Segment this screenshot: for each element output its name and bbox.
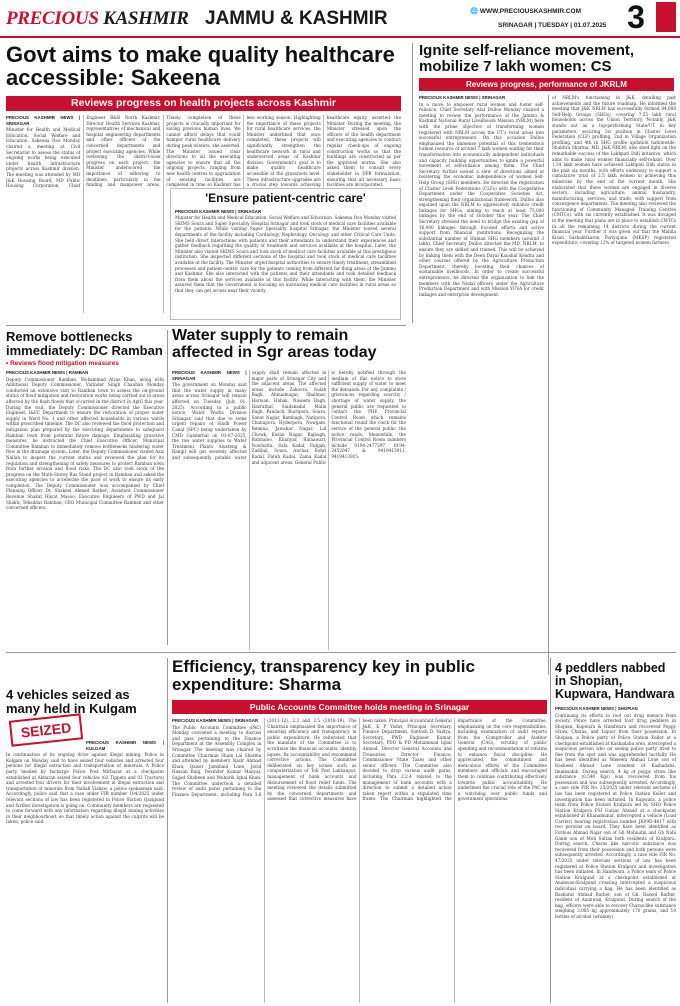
ramban-body [6,370,164,642]
divider [550,658,551,1003]
ramban-text: Deputy Commissioner Ramban, Mohammad Alyas Khan, along with Additional Deputy Commissioner, Varinder Singh Chauhan Monday conducted an extensive visit to Ramban town to assess the on-ground status of flood mitigation and restoration works being carried out in areas affected by the flash floods that occurred in the district in April this year. During the visit, the Deputy Commissioner directed the Executive Engineer, I&FC Department to ensure the restoration of proper water supply in Ward No. 1 and other affected households in various wards within prescribed timeline. The DC also reviewed the flood protection and mitigation plan prepared by the executing departments to safeguard Ramban town from potential future damage. Emphasizing proactive measures, he instructed the Chief Executive Officer, Municipal Committee Ramban to immediately remove bottlenecks hindering water flow in the drainage system. Later, the Deputy Commissioner visited Aziz Nallah to inspect the current status and reviewed the plan for its regulation and strengthening of safety measures to protect Ramban town from further erosion and flood risks. The DC also took stock of the progress on the Multi-Storey Bus Stand project in Ramban and asked the executing agencies to accelerate the pace of work to ensure its early completion. The Deputy Commissioner was accompanied by Chief Planning Officer Dr. Shakeel Ahmed Rather; Assistant Commissioner Revenue Shakat Hayat Masoo; Executive Engineers of PWD and Jal Shakti; Tehsildar Ramban; CEO Municipal Committee Ramban and other concerned officers. [6,376,164,511]
sidebar-headline: 'Ensure patient-centric care' [205,191,366,205]
ramban-byline: PRECIOUS KASHMIR NEWS | RAMBAN [6,370,89,375]
right-text-2: of NRLM's functioning in J&K, detailing past achievements and the future roadmap. He informed the meeting that J&K NRLM has successfully formed 94,000 Self-Help Groups (SHGs), covering 7.55 lakh rural households across the Union Territory. Notably, J&K stands out as a top-performing State/UT in key parameters, securing 1st position in Cluster Level Federation (CLF) profiling, 2nd in Village Organization profiling, and 4th in SHG profile updation nationwide. Shubhra Sharma, MD, J&K NRLM, also shed light on the remarkable success of the Lakhpati Didi initiative, which aims to make rural women financially self-reliant. Over 1.54 lakh women have achieved Lakhpati Didi status in the past six months, with efforts underway to support a cumulative total of 2.5 lakh women in achieving this milestone by the end of the current month. She elaborated that these women are engaged in diverse sectors, including agriculture, animal husbandry, manufacturing, services, and trade, with support from convergence departments. The meeting also reviewed the functioning of Community Managed Training Centres (CMTCs), with six currently established. It was divulged in the meeting that plans are in place to establish CMTCs in all the remaining 14 districts during the current financial year. Further it was given out that the Mahila Kisan Sashaktikaran Pariyojana (MKSP) registered expenditure, covering 12% of targeted women farmers. [552,95,676,246]
right-headline: Ignite self-reliance movement, mobilize 7 lakh women: CS [419,42,635,75]
ramban-strap-text: Reviews flood mitigation measures [10,360,119,367]
pac-strap: Public Accounts Committee holds meeting in Srinagar [172,700,547,714]
ramban-headline: Remove bottlenecks immediately: DC Ramban [6,329,163,358]
kulgam-headline: 4 vehicles seized as many held in Kulgam [6,687,137,716]
divider [548,95,549,675]
page-tab [656,2,676,32]
sidebar-box [170,188,401,320]
lead-headline: Govt aims to make quality healthcare accessible: Sakeena [6,42,395,91]
divider [6,325,406,326]
sidebar-body [171,207,400,303]
bullet-icon: • [6,360,9,367]
right-byline: PRECIOUS KASHMIR NEWS | SRINAGAR [419,95,506,100]
seized-stamp-text: SEIZED [20,719,72,741]
right-text: In a move to empower rural women and foster self-reliance, Chief Secretary Atal Dulloo Monday chaired a meeting to review the performance of the Jammu & Kashmir National Rural Livelihoods Mission (NRLM) here with the prime objective of transforming women registered with NRLM across the UT's rural areas into successful entrepreneurs. On this occasion Dulloo emphasized the immense potential of this tremendous human resource of around 7 lakh women waiting for their transformation into economically independent individuals and capacity building opportunities to ignite a powerful movement of self-reliance among them. The Chief Secretary further issued a slew of directions aimed at bolstering the economic independence of women Self-Help Group (SHG) members. He directed the registration of Cluster Level Federations (CLFs) with the Cooperative Department under the Cooperative Societies Act, strengthening their organizational framework. Dulloo also enjoined upon the NRLM to aggressively enhance credit linkages for SHGs, aiming to reach at least 75,000 linkages by the end of October this year. The Chief Secretary stressed the need to bridge the existing gap of 16,000 linkages through focused efforts and active support from financial institutions. Recognizing the substantial number of Human SHG members (around 3 lakh), Chief Secretary Dulloo directed the MD, NRLM, to ensure they are skilled and trained. This will be achieved by linking them with the Deen Dayal Kaushal Kendra and other courses offered by the Agriculture Production Department, thereby boosting their chances of sustainable livelihoods. In order to create successful entrepreneurs, he directed the organization to link the members with the Nodal officers under the Agriculture Production Department and with Mission YUVA for credit linkages and enterprise development. [419,101,544,297]
kulgam-text: In continuation of its ongoing drive against illegal mining, Police in Kulgam on Monday said to have seized four vehicles and arrested four persons for illegal extraction and transportation of minerals. A Police party headed by Incharge Police Post Mirbazar at a checkpoint established at Akbaran seized four vehicles (02 Tippers and 02 Tractors) and arrested four drivers for their involvement in illegal extraction and transportation of minerals from Nallah Vishaw, a police spokesman said. Accordingly, police said that a case under FIR number 104/2025 under relevant sections of law has been registered in Police Station Qazigund and further investigation is going on. Community members are requested to come forward with any information regarding illegal mining activities in their neighbourhood, so that timely action against the culprits will be taken, police said. [6,752,164,825]
ramban-strap [6,360,164,367]
divider [167,658,168,1003]
logo-kashmir: KASHMIR [103,8,189,29]
pac-text: The Public Accounts Committee (PAC) Monday convened a meeting to discuss and pass pertaining to the Finance Department at the Assembly Complex in Srinagar. The meeting was chaired by Committee Chairman Sham Lal Sharma and attended by members Nazir Ahmad Khan, Qaiser Jamshaid Lone, Javid Hassan Baig, Devinder Kumar Manyal, Sajjad Shaheen and Mubarik Iqbal Khan. The Committee undertook a detailed review of audit paras pertaining to the Finance Department, including Para 3.6 (2011-12), 2.2 and 2.5 (2018-19). The Chairman emphasized the importance of ensuring efficiency and transparency in public expenditure. He reiterated that the mandate of the Committee is to scrutinize the financial accounts, identify lapses, fix accountability and recommend corrective actions. The Committee deliberated on key issues such as computerization of Toll Post Lakhanpur, management of bank accounts and disbursement of flood relief funds. The meeting reviewed the details submitted by the concerned departments and assessed that corrective measures have been taken. Principal Accountant General J&K, K P Yadav, Principal Secretary, Finance Department, Santosh D. Vaidya, Secretary, PWD Engineer Kumar, Secretary, PDD & PD Mohammad Iqbal Ahmad, Director General Accounts and Treasuries, Director Finance, Commissioner State Taxes and other senior officers. The Committee also decided to drop various audit paras, including Para 2.2.4 related to the management of bank accounts with a direction to submit a detailed action taken report within a stipulated time frame. The Chairman highlighted the importance of the Committee, emphasizing on the core responsibilities, including examination of audit reports from the Comptroller and Auditor General (CAG), scrutiny of public spending and recommendation of reforms to enhance fiscal discipline. He appreciated the commitment and meticulous efforts of the Committee members and officials and encouraged them to continue contributing effectively towards public accountability. He underlined the crucial role of the PAC as a watchdog over public funds and government operations. [172,718,547,802]
logo [6,8,189,30]
page-number: 3 [627,0,645,35]
sidebar-text: Minister for Health and Medical Education, Social Welfare and Education, Sakeena Itoo Monday visited SKIMS Soura and Super Speciality Hospital Srinagar and took stock of medical care facilities available for the patients. While visiting Super Speciality hospital Srinagar, the Minister toured several departments of the facility including Cardiology, Nephrology, Oncology and other Critical Care Units. She held direct interactions with patients and their attendants to understand their experiences and gather feedback regarding the quality of treatment and services available at the hospital. Later, the Minister also visited SKIMS Soura and took stock of medical care facilities available at this prestigious institution. She inspected different sections of the hospital and took stock of medical care facilities available at the facility. The Minister urged hospital authorities to ensure timely treatment, streamlined processes and patient-centric care for the patients coming from different far flung areas of the Jammu and Kashmir. She also interacted with the patients and their attendants and took detailed feedback from them about the services available at this facility. While interacting with them, the Minister assured them that the Government is focusing on increasing medical care facilities in rural areas so that they can get access near their vicinity. [175,215,396,293]
website-url: WWW.PRECIOUSKASHMIR.COM [479,8,582,15]
kulgam-byline: PRECIOUS KASHMIR NEWS | KULGAM [86,740,164,751]
right-body-2 [552,95,676,675]
lead-byline: PRECIOUS KASHMIR NEWS | SRINAGAR [6,115,81,126]
dateline: SRINAGAR | TUESDAY | 01.07.2025 [498,22,607,29]
water-byline: PRECIOUS KASHMIR NEWS | SRINAGAR [172,370,247,381]
right-strap: Reviews progress, performance of JKRLM [419,78,674,91]
globe-icon: 🌐 [470,8,479,15]
divider [6,652,676,653]
water-headline: Water supply to remain affected in Sgr areas today [172,327,377,361]
divider [412,43,413,323]
pac-byline: PRECIOUS KASHMIR NEWS | SRINAGAR [172,718,259,723]
water-body [172,370,406,650]
peddlers-text: Continuing its efforts to root out drug menace from society, Police have arrested four drug peddlers in Shopian, Kupwara & Handwara and recovered Poppy Straw, Charas, and Liquor from their possession. In Shopian, a Police party of Police Station Keller at a checkpoint established at Kashadaba area, intercepted a suspicious person who on seeing police party tried to flee from the spot and was apprehended tactfully. He has been identified as Waseem Ahmad Lone son of Rasheed Ahmad Lone resident of Kashadaba, Imamsahib. During search, 4 kg of poppy straw like substance (0.540 Kgs) was recovered from his possession and was subsequently arrested. Accordingly, a case vide FIR No. 25/2025 under relevant sections of law has been registered at Police Station Keller and investigation has been initiated. In Kupwara, a police team from Police Station Kralpora led by SHO Police Station Kralpora PSI Gulzar Ahmad at a checkpoint established at Khanamunar, intercepted a vehicle (Load Carrier) bearing registration number JK09D-4617 with two persons on board. They have been identified as Firdous Ahmad Najar son of Gh Mohiudin and Gh Nabi Ganie son of Moh Sultan both residents of Kralpora. During search, Charas like narcotic substance was recovered from their possession and both persons were subsequently arrested. Accordingly, a case vide FIR No. 47/2025 under relevant sections of law has been registered at Police Station Kralpora and investigation has been initiated. In Handwara, a Police team of Police Station Kralgund at a checkpoint established at Ananwan-Kralgund crossing intercepted a suspicious individual carrying a bag. He has been identified as Basharat Ahmad Rather, son of Gh. Rasool Rather, resident of Ananwan, Kralgund. During search of the bag, officers were able to recover Charas-like substance weighing 3.085 kg approximately 170 grams, and 10 bottles of alcohol (whiskey). [555,712,676,919]
logo-precious: PRECIOUS [6,8,99,29]
divider [167,330,168,645]
peddlers-body [555,706,676,1003]
water-text: The government on Monday said that the water supply in many areas across Srinagar will remain affected on Tuesday (July 01, 2025). According to a public notice, Water Works Division Srinagar, said that due to some urgent repairs of Sindh Power Canal (SPC) being undertaken by CMD Ganderbal on 01-07-2025, the raw water supplies to Water Treatment Plants Alusteng & Rangil will get severely affected and subsequently potable water supply shall remain affected in major parts of Srinagar City and the adjacent areas. The affected areas include Zakoora, Gulab Bagh, Ahmadnagar, Shalimar, Harwan, Habak, Naseem Bagh, Hazratbal, Saidakadal, Malla Bagh, Pandach, Buchpora, Soura, Sanat Nagar, Rambagh, Natipora, Chanapora, Hyderpora, Nowgam, Bemina, Jawahar Nagar, Lal Chowk, Karan Nagar, Rajbagh, Batmaloo, Khanyar, Rainawari, Nowhatta, Safa Kadal, Eidgah, Zadibal, Soura, Anchar, Bohri Kadal, Fateh Kadal, Zaina Kadal and adjacent areas. General Public is hereby notified through the medium of this notice to store sufficient supply of water to meet the demands. For any complaints / grievances regarding scarcity / shortage of water supply, the general public are requested to contact the PHE Provincial Control Room which remains functional round the clock for the service of the general public, the notice reads. Meanwhile, the Provincial Control Room numbers include 0194-2477297, 0194-2452047 & 9419413911, 9419413915. [172,370,406,465]
website-line [470,7,581,15]
masthead [0,0,680,38]
lead-text: Minister for Health and Medical Education, Social Welfare and Education, Sakeena Itoo Monday chaired a meeting at Civil Secretariat to assess the status of ongoing works being executed under health infrastructure projects across Kashmir division. The meeting was attended by MD J&K Housing Board, MD Public Housing Corporation, Chief Engineer R&B North Kashmir, Director Health Services Kashmir, representatives of mechanical and hospital engineering departments and other officers of the concerned departments and project executing agencies. While reviewing the district-wise progress on each project, the Minister underscored the importance of adhering to deadlines, particularly in the funding and manpower areas. Timely completion of these projects is crucially important for saving precious human lives. We cannot afford delays that could hamper rural healthcare delivery during peak winters, she asserted. The Minister issued clear directions to all the executing agencies to ensure that all the ongoing projects, ranging from new health centres to upgradation of existing facilities, are completed in time so Kashmir has less working season. Highlighting the importance of these projects for rural healthcare services, the Minister underlined that once completed, these projects will significantly strengthen the healthcare network in rural and underserved areas of Kashmir division. Government's goal is to make quality healthcare accessible at the grassroots level. These infrastructure upgrades are a crucial step towards achieving healthcare equity, asserted the Minister. During the meeting, the Minister stressed upon the officers of the health department and executing agencies to conduct regular check-ups of ongoing construction works so that the buildings are constructed as per the approved norms. She also asked them to consult every stakeholder in DPR formulation, ensuring that all necessary basic facilities are incorporated. [6,115,401,189]
masthead-rule [0,36,680,38]
section-title: JAMMU & KASHMIR [205,8,388,29]
pac-body [172,718,547,1003]
sidebar-byline: PRECIOUS KASHMIR NEWS | SRINAGAR [175,208,262,214]
peddlers-headline: 4 peddlers nabbed in Shopian, Kupwara, Handwara [555,661,675,702]
peddlers-byline: PRECIOUS KASHMIR NEWS | SHOPIAN [555,706,638,711]
kulgam-body [6,740,164,1002]
pac-headline: Efficiency, transparency key in public expenditure: Sharma [172,657,475,694]
right-body [419,95,544,675]
lead-strap: Reviews progress on health projects across Kashmir [6,96,401,111]
